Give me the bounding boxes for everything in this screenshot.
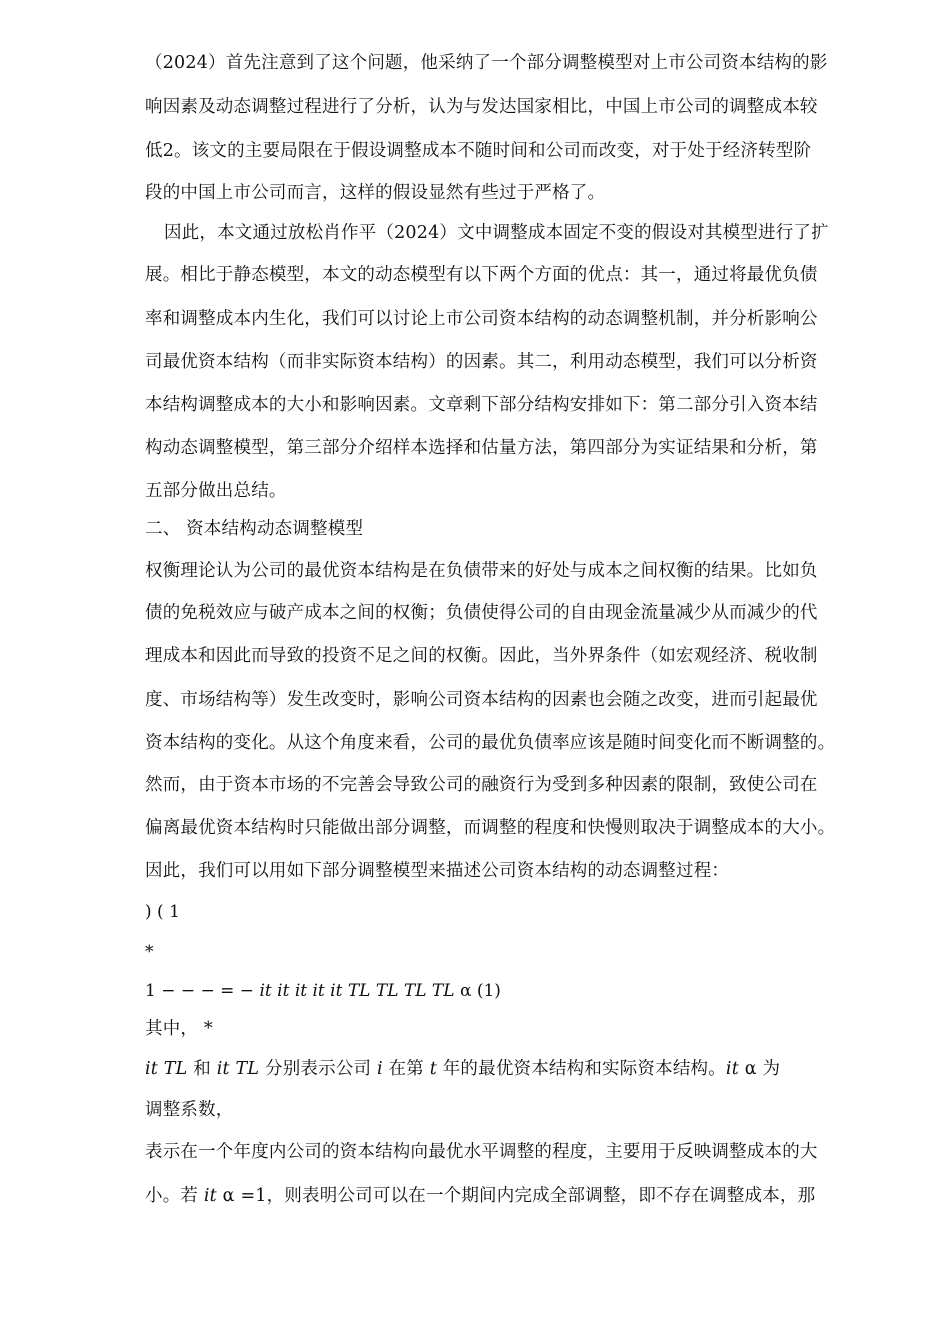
section-heading: 二、 资本结构动态调整模型 [145, 519, 364, 539]
where-line: 其中， * [145, 1019, 213, 1039]
formula-prefix: 1 − − − = − [145, 981, 260, 1001]
paragraph-line: 五部分做出总结。 [145, 481, 287, 501]
paragraph-line: 司最优资本结构（而非实际资本结构）的因素。其二，利用动态模型，我们可以分析资 [145, 352, 818, 372]
variable-alpha-sub: it [725, 1059, 739, 1079]
definition-line [145, 1058, 780, 1080]
paragraph-line: 展。相比于静态模型，本文的动态模型有以下两个方面的优点：其一，通过将最优负债 [145, 265, 818, 285]
paragraph-line: 表示在一个年度内公司的资本结构向最优水平调整的程度，主要用于反映调整成本的大 [145, 1142, 818, 1162]
formula-variables: it it it it it TL TL TL TL [259, 981, 455, 1001]
last-prefix: 小。若 [145, 1186, 204, 1206]
paragraph-line: 偏离最优资本结构时只能做出部分调整，而调整的程度和快慢则取决于调整成本的大小。 [145, 818, 836, 838]
variable-optimal: it TL [145, 1059, 188, 1079]
variable-t: t [429, 1059, 437, 1079]
formula-row: * [145, 942, 154, 962]
paragraph-line: 本结构调整成本的大小和影响因素。文章剩下部分结构安排如下：第二部分引入资本结 [145, 395, 818, 415]
paragraph-line: 然而，由于资本市场的不完善会导致公司的融资行为受到多种因素的限制，致使公司在 [145, 775, 818, 795]
def-text: 在第 [382, 1059, 430, 1079]
last-suffix: α =1，则表明公司可以在一个期间内完成全部调整，即不存在调整成本，那 [216, 1186, 816, 1206]
paragraph-line: 段的中国上市公司而言，这样的假设显然有些过于严格了。 [145, 183, 606, 203]
def-text: 年的最优资本结构和实际资本结构。 [436, 1059, 726, 1079]
def-text: 和 [187, 1059, 217, 1079]
def-text: 分别表示公司 [259, 1059, 377, 1079]
paragraph-line: 因此，本文通过放松肖作平（2024）文中调整成本固定不变的假设对其模型进行了扩 [164, 223, 829, 243]
formula-row: ) ( 1 [145, 902, 180, 922]
variable-actual: it TL [216, 1059, 260, 1079]
paragraph-line: 度、市场结构等）发生改变时，影响公司资本结构的因素也会随之改变，进而引起最优 [145, 690, 818, 710]
paragraph-line: 资本结构的变化。从这个角度来看，公司的最优负债率应该是随时间变化而不断调整的。 [145, 733, 836, 753]
variable-i: i [376, 1059, 383, 1079]
paragraph-line: 债的免税效应与破产成本之间的权衡；负债使得公司的自由现金流量减少从而减少的代 [145, 603, 818, 623]
paragraph-line: 因此，我们可以用如下部分调整模型来描述公司资本结构的动态调整过程： [145, 861, 730, 881]
paragraph-line: 理成本和因此而导致的投资不足之间的权衡。因此，当外界条件（如宏观经济、税收制 [145, 646, 818, 666]
paragraph-line: 低2。该文的主要局限在于假设调整成本不随时间和公司而改变，对于处于经济转型阶 [145, 141, 812, 161]
paragraph-line: 率和调整成本内生化，我们可以讨论上市公司资本结构的动态调整机制，并分析影响公 [145, 309, 818, 329]
variable-it: it [203, 1186, 217, 1206]
paragraph-line: （2024）首先注意到了这个问题，他采纳了一个部分调整模型对上市公司资本结构的影 [145, 53, 828, 73]
formula-equation [145, 980, 501, 1002]
def-text: α 为 [738, 1059, 781, 1079]
coefficient-line: 调整系数， [145, 1100, 234, 1120]
paragraph-line: 权衡理论认为公司的最优资本结构是在负债带来的好处与成本之间权衡的结果。比如负 [145, 561, 818, 581]
last-line [145, 1185, 815, 1207]
formula-suffix: α (1) [454, 981, 501, 1001]
paragraph-line: 响因素及动态调整过程进行了分析，认为与发达国家相比，中国上市公司的调整成本较 [145, 97, 818, 117]
paragraph-line: 构动态调整模型，第三部分介绍样本选择和估量方法，第四部分为实证结果和分析，第 [145, 438, 818, 458]
